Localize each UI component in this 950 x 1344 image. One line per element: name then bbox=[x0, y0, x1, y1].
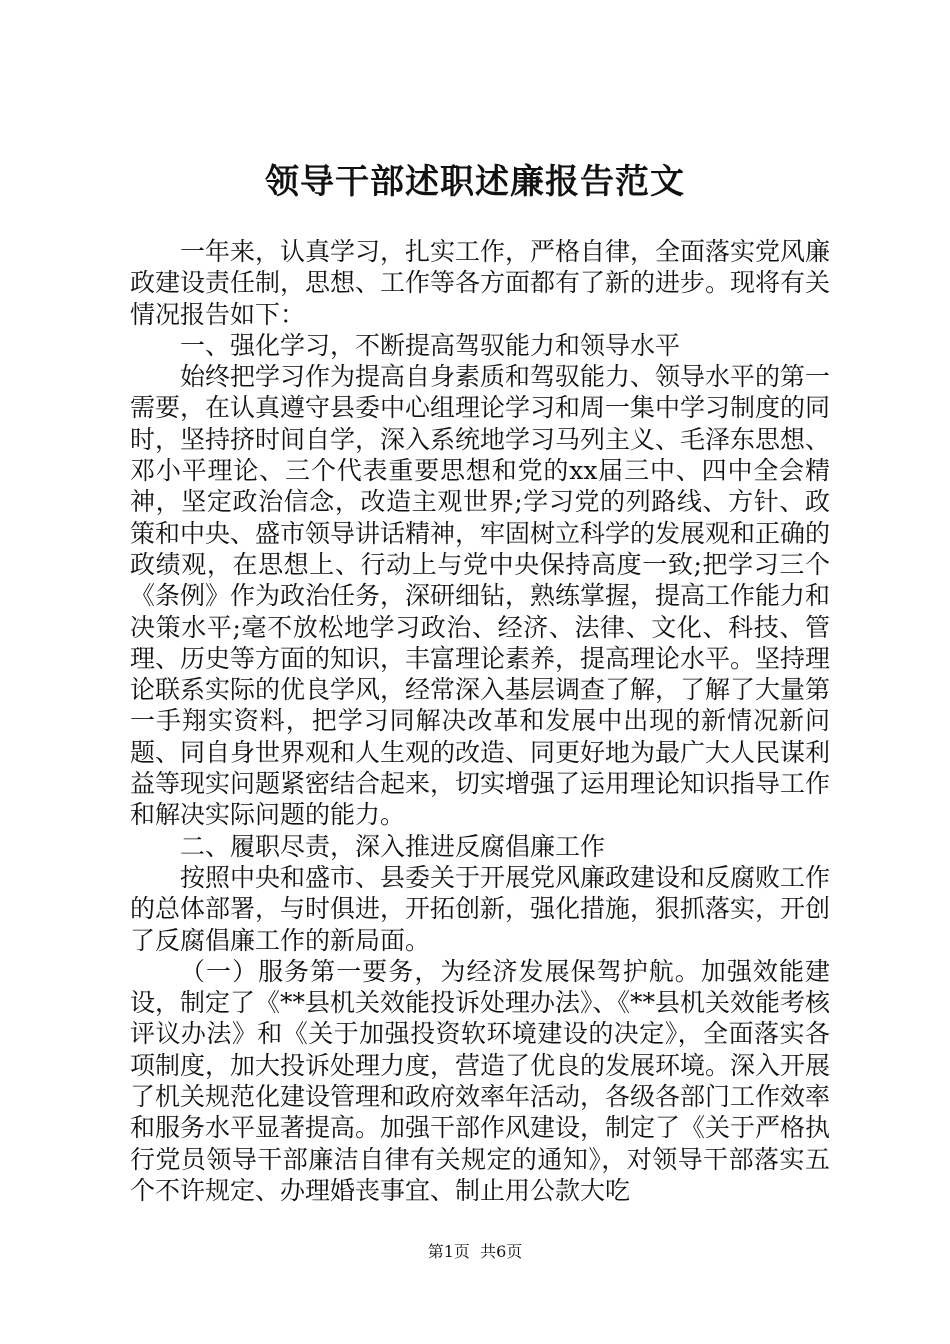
document-body bbox=[130, 236, 830, 1206]
paragraph-intro: 一年来，认真学习，扎实工作，严格自律，全面落实党风廉政建设责任制，思想、工作等各方面都有了新的进步。现将有关情况报告如下： bbox=[130, 237, 831, 329]
page-number: 第1页 共6页 bbox=[427, 1242, 523, 1261]
paragraph-service: （一）服务第一要务，为经济发展保驾护航。加强效能建设，制定了《**县机关效能投诉处理办法》、《**县机关效能考核评议办法》和《关于加强投资软环境建设的决定》，全面落实各项制度，加大投诉处理力度，营造了优良的发展环境。深入开展了机关规范化建设管理和政府效率年活动，各级各部门工作效率和服务水平显著提高。加强干部作风建设，制定了《关于严格执行党员领导干部廉洁自律有关规定的通知》，对领导干部落实五个不许规定、办理婚丧事宜、制止用公款大吃 bbox=[130, 956, 831, 1205]
document-title: 领导干部述职述廉报告范文 bbox=[265, 162, 685, 202]
paragraph-study: 始终把学习作为提高自身素质和驾驭能力、领导水平的第一需要，在认真遵守县委中心组理论学习和周一集中学习制度的同时，坚持挤时间自学，深入系统地学习马列主义、毛泽东思想、邓小平理论、三个代表重要思想和党的xx届三中、四中全会精神，坚定政治信念，改造主观世界;学习党的列路线、方针、政策和中央、盛市领导讲话精神，牢固树立科学的发展观和正确的政绩观，在思想上、行动上与党中央保持高度一致;把学习三个《条例》作为政治任务，深研细钻，熟练掌握，提高工作能力和决策水平;毫不放松地学习政治、经济、法律、文化、科技、管理、历史等方面的知识，丰富理论素养，提高理论水平。坚持理论联系实际的优良学风，经常深入基层调查了解，了解了大量第一手翔实资料，把学习同解决改革和发展中出现的新情况新问题、同自身世界观和人生观的改造、同更好地为最广大人民谋利益等现实问题紧密结合起来，切实增强了运用理论知识指导工作和解决实际问题的能力。 bbox=[130, 362, 831, 830]
section-heading-1: 一、强化学习，不断提高驾驭能力和领导水平 bbox=[180, 330, 681, 360]
paragraph-anticorruption: 按照中央和盛市、县委关于开展党风廉政建设和反腐败工作的总体部署，与时俱进，开拓创新，强化措施，狠抓落实，开创了反腐倡廉工作的新局面。 bbox=[130, 862, 831, 955]
section-heading-2: 二、履职尽责，深入推进反腐倡廉工作 bbox=[180, 831, 606, 861]
